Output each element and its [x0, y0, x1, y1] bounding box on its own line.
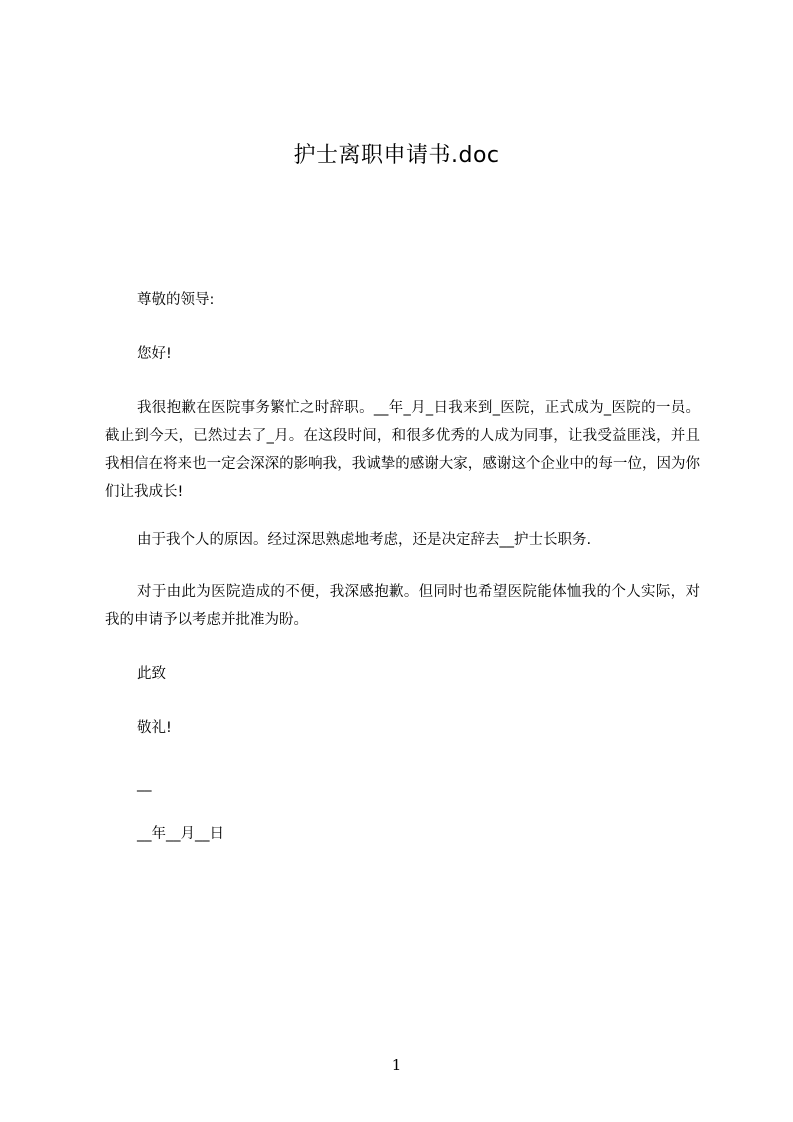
signature-blank: __ [137, 776, 152, 792]
salutation: 尊敬的领导: [137, 292, 215, 308]
greeting: 您好! [137, 346, 172, 362]
closing-salute: 敬礼! [137, 720, 172, 736]
page-number: 1 [391, 1056, 402, 1074]
body-paragraph-intro: 我很抱歉在医院事务繁忙之时辞职。__年_月_日我来到_医院，正式成为_医院的一员。截止到今天，已然过去了_月。在这段时间，和很多优秀的人成为同事，让我受益匪浅，并且我相信在将来也一定会深深的影响我，我诚挚的感谢大家，感谢这个企业中的每一位，因为你们让我成长! [105, 400, 700, 500]
closing-line: 此致 [137, 666, 166, 682]
body-paragraph-reason: 由于我个人的原因。经过深思熟虑地考虑，还是决定辞去__护士长职务. [137, 532, 592, 548]
document-title: 护士离职申请书.doc [293, 143, 500, 168]
body-paragraph-apology: 对于由此为医院造成的不便，我深感抱歉。但同时也希望医院能体恤我的个人实际，对我的申请予以考虑并批准为盼。 [105, 584, 700, 628]
date-line: __年__月__日 [137, 826, 224, 842]
